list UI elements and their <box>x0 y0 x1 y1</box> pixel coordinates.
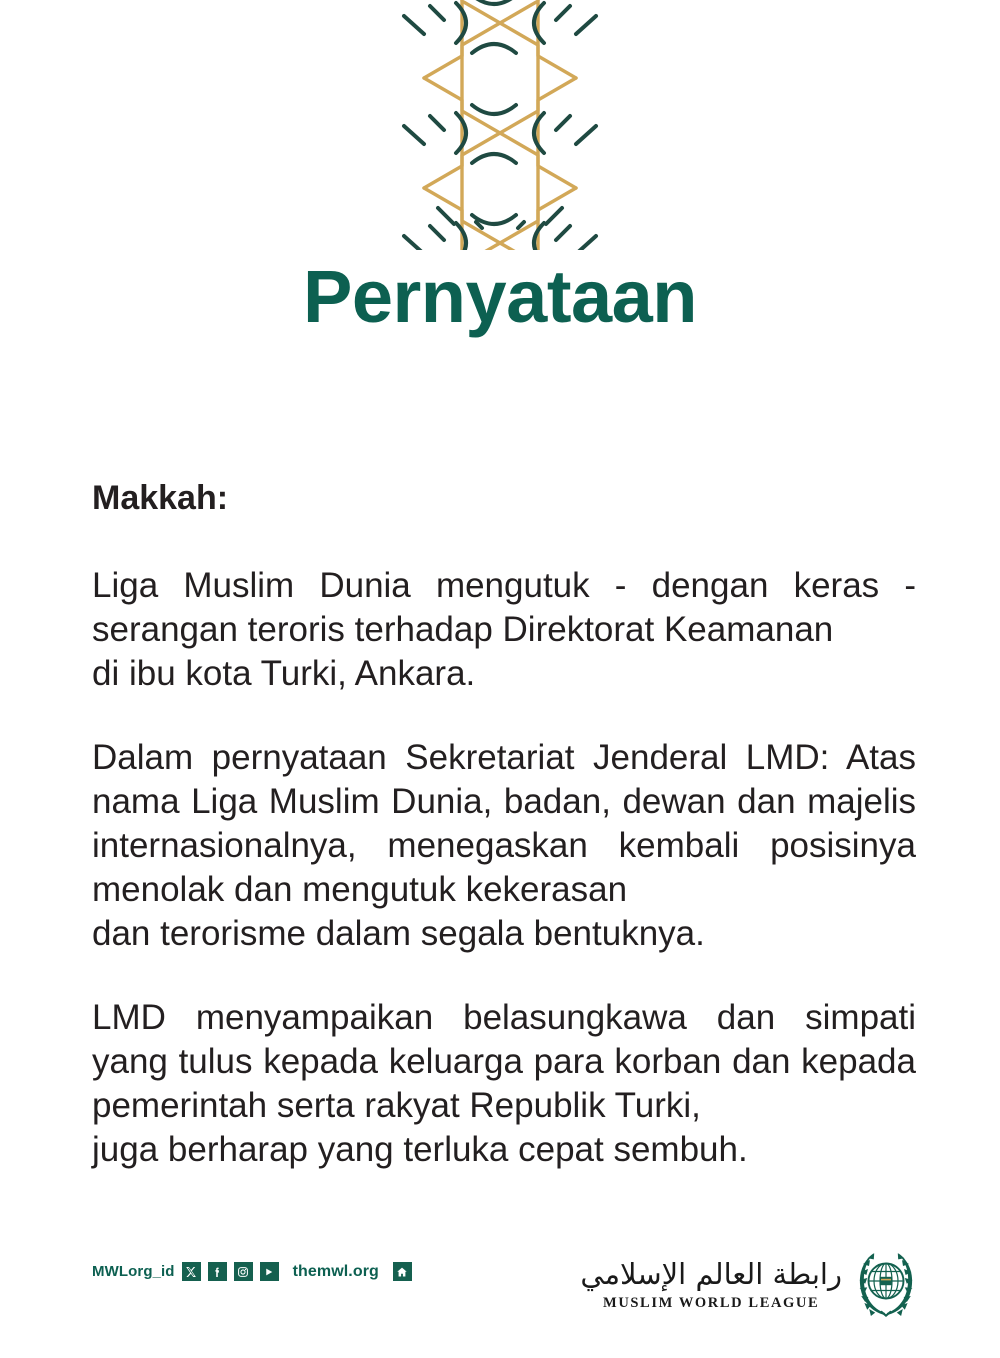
social-strip <box>92 1262 412 1281</box>
footer <box>0 1248 1000 1344</box>
mwl-logo <box>580 1250 918 1320</box>
mwl-latin-name: MUSLIM WORLD LEAGUE <box>603 1294 820 1311</box>
statement-paragraph-1 <box>92 564 916 696</box>
paragraph-3-lastline: juga berharap yang terluka cepat sembuh. <box>92 1130 748 1169</box>
ornament-band <box>0 0 1000 250</box>
mwl-arabic-calligraphy: رابطة العالم الإسلامي <box>580 1257 842 1292</box>
social-handle: MWLorg_id <box>92 1263 175 1280</box>
youtube-icon[interactable] <box>260 1262 279 1281</box>
instagram-icon[interactable] <box>234 1262 253 1281</box>
mwl-wordmark <box>580 1258 842 1311</box>
mwl-globe-wreath-emblem <box>854 1250 918 1320</box>
statement-paragraph-3 <box>92 996 916 1172</box>
page-title: Pernyataan <box>303 255 697 338</box>
statement-paragraph-2 <box>92 736 916 956</box>
home-icon[interactable] <box>393 1262 412 1281</box>
statement-body <box>92 476 916 1172</box>
dateline-makkah: Makkah: <box>92 479 229 517</box>
paragraph-1-lastline: di ibu kota Turki, Ankara. <box>92 654 476 693</box>
paragraph-1-text: Liga Muslim Dunia mengutuk - dengan keras - serangan teroris terhadap Direktorat Keamanan <box>92 566 916 649</box>
islamic-geometric-pattern-icon <box>0 0 1000 250</box>
paragraph-2-text: Dalam pernyataan Sekretariat Jenderal LMD: Atas nama Liga Muslim Dunia, badan, dewan dan majelis internasionalnya, menegaskan kembali posisinya menolak dan mengutuk kekerasan <box>92 738 916 909</box>
website-url[interactable]: themwl.org <box>292 1262 379 1280</box>
x-twitter-icon[interactable] <box>182 1262 201 1281</box>
facebook-icon[interactable] <box>208 1262 227 1281</box>
paragraph-2-lastline: dan terorisme dalam segala bentuknya. <box>92 914 705 953</box>
paragraph-3-text: LMD menyampaikan belasungkawa dan simpati yang tulus kepada keluarga para korban dan kepada pemerintah serta rakyat Republik Turki, <box>92 998 916 1125</box>
